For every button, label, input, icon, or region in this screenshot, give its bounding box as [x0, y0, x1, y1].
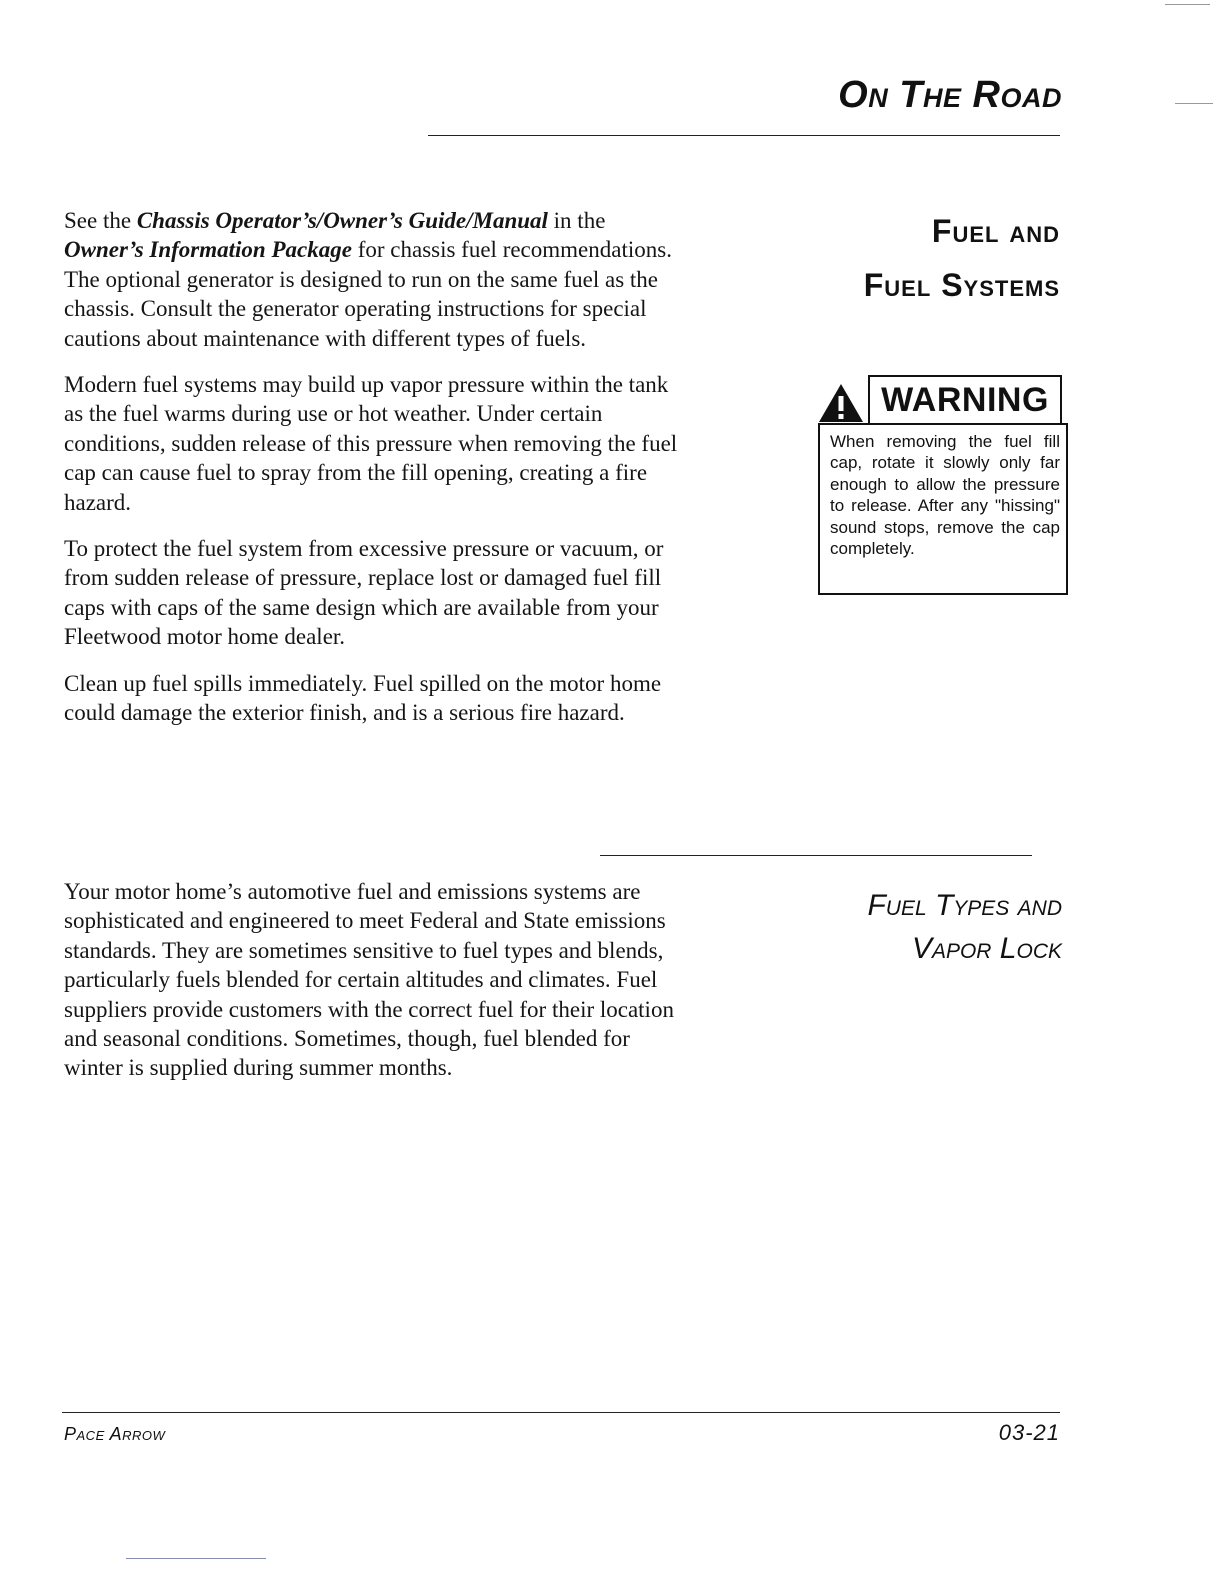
section-heading-fuel-types [740, 884, 1062, 970]
section-divider-rule [600, 855, 1032, 856]
scan-mark [1165, 4, 1210, 5]
section-heading-line: Fuel and [931, 213, 1060, 249]
paragraph: To protect the fuel system from excessive pressure or vacuum, or from sudden release of pressure, replace lost or damaged fuel fill caps with caps of the same design which are available from your Fleetwood motor home dealer. [64, 536, 664, 650]
warning-box [818, 375, 1060, 597]
section-heading-line: Fuel Types and [867, 889, 1062, 922]
warning-text: When removing the fuel fill cap, rotate it slowly only far enough to allow the pressure to release. After any "hissing" sound stops, remove the cap completely. [818, 423, 1068, 595]
footer-brand: Pace Arrow [64, 1424, 166, 1444]
package-title: Owner’s Information Package [64, 237, 352, 263]
chapter-title: On The Road [838, 74, 1062, 116]
section1-body [64, 206, 689, 728]
paragraph: Your motor home’s automotive fuel and emissions systems are sophisticated and engineered to meet Federal and State emissions standards. They are sometimes sensitive to fuel types and blends, particularly fuels blended for certain altitudes and climates. Fuel suppliers provide customers with the correct fuel for their location and seasonal conditions. Sometimes, though, fuel blended for winter is supplied during summer months. [64, 879, 674, 1081]
manual-title: Chassis Operator’s/Owner’s Guide/Manual [136, 208, 548, 233]
section-heading-fuel-systems [740, 208, 1060, 308]
paragraph: Clean up fuel spills immediately. Fuel spilled on the motor home could damage the exterior finish, and is a serious fire hazard. [64, 670, 662, 726]
scan-mark [126, 1558, 266, 1559]
warning-header [818, 375, 1060, 425]
scan-mark [1175, 103, 1213, 104]
section2-body [64, 877, 674, 1083]
header-rule [428, 135, 1060, 136]
page-number: 03-21 [998, 1420, 1060, 1445]
section-heading-line: Vapor Lock [911, 932, 1062, 965]
paragraph [64, 206, 689, 353]
footer-rule [62, 1412, 1060, 1413]
text-run: See the [64, 208, 137, 233]
warning-triangle-icon [818, 383, 864, 423]
section-heading-line: Fuel Systems [863, 267, 1060, 303]
text-run: in the [547, 208, 606, 233]
text-run: for chassis fuel recommendations. The optional generator is designed to run on the same fuel as the chassis. Consult the generator operating instructions for special cautions about maintenance with different types of fuels. [64, 237, 672, 351]
warning-label: WARNING [868, 375, 1062, 423]
paragraph: Modern fuel systems may build up vapor pressure within the tank as the fuel warms during use or hot weather. Under certain conditions, sudden release of this pressure when removing the fuel cap can cause fuel to spray from the fill opening, creating a fire hazard. [64, 372, 678, 515]
